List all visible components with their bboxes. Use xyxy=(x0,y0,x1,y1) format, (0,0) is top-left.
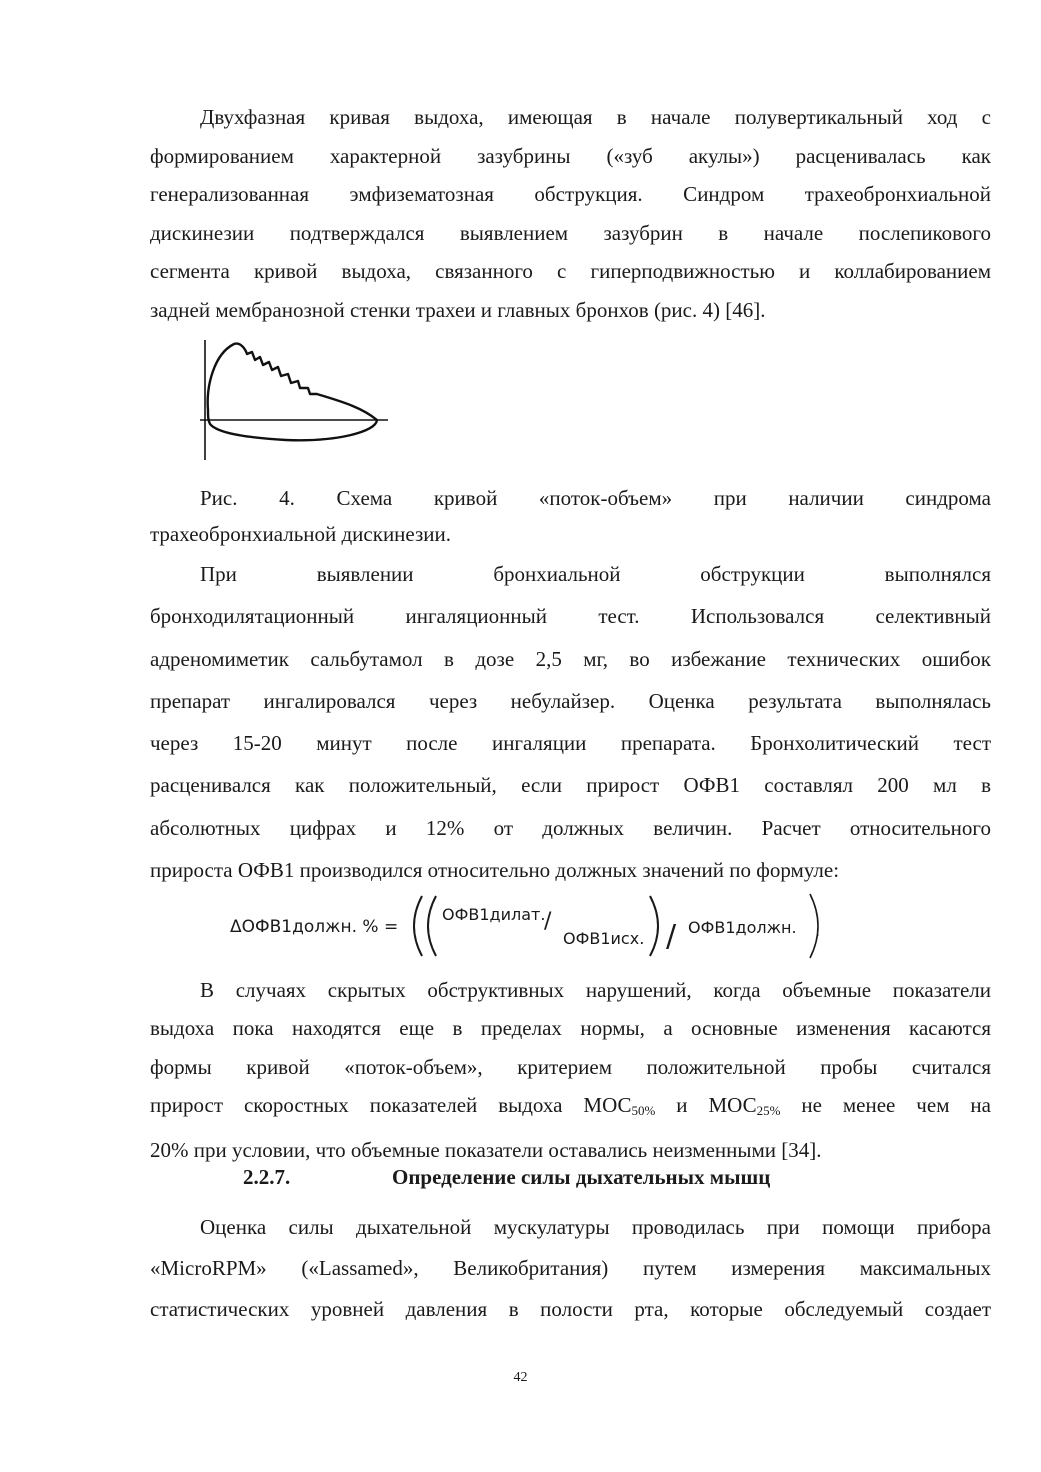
text-line: абсолютных цифрах и 12% от должных величин. Расчет относительного xyxy=(150,815,991,840)
text-line: «MicroRPM» («Lassamed», Великобритания) путем измерения максимальных xyxy=(150,1256,991,1280)
text-line: через 15-20 минут после ингаляции препарата. Бронхолитический тест xyxy=(150,731,991,756)
section-number: 2.2.7. xyxy=(243,1165,291,1189)
text-line: В случаях скрытых обструктивных нарушений, когда объемные показатели xyxy=(200,978,991,1002)
paragraph-bronchodilation-test xyxy=(150,553,991,891)
text-line: дискинезии подтверждался выявлением зазубрин в начале послепикового xyxy=(150,220,991,245)
paragraph-hidden-obstruction xyxy=(150,971,991,1169)
fev1-formula xyxy=(230,890,840,962)
paragraph-respiratory-muscles xyxy=(150,1207,991,1330)
text-line: Двухфазная кривая выдоха, имеющая в начале полувертикальный ход с xyxy=(200,105,991,129)
text-line: задней мембранозной стенки трахеи и главных бронхов (рис. 4) [46]. xyxy=(150,297,766,322)
text-line: При выявлении бронхиальной обструкции выполнялся xyxy=(200,562,991,586)
inner-open-paren xyxy=(428,896,436,956)
formula-denominator: ОФВ1исх. xyxy=(563,929,645,948)
section-title: Определение силы дыхательных мышц xyxy=(392,1165,771,1189)
subscript-mos50: 50% xyxy=(631,1103,656,1119)
text-line: бронходилятационный ингаляционный тест. Использовался селективный xyxy=(150,604,991,629)
text-line: формированием характерной зазубрины («зуб акулы») расценивалась как xyxy=(150,143,991,168)
flow-volume-loop xyxy=(208,344,377,441)
inner-close-paren xyxy=(650,896,658,956)
text-line: трахеобронхиальной дискинезии. xyxy=(150,522,452,546)
page-number: 42 xyxy=(513,1370,528,1385)
paragraph-biphasic-curve xyxy=(150,98,991,330)
figure-caption xyxy=(150,480,991,552)
formula-divisor: ОФВ1должн. xyxy=(688,918,797,937)
text-line: расценивался как положительный, если прирост ОФВ1 составлял 200 мл в xyxy=(150,773,991,798)
text-line: выдоха пока находятся еще в пределах нормы, а основные изменения касаются xyxy=(150,1016,991,1041)
formula-slash-1: / xyxy=(544,909,552,934)
text-line: Оценка силы дыхательной мускулатуры проводилась при помощи прибора xyxy=(200,1215,991,1239)
text-line xyxy=(150,1086,991,1130)
text-line: формы кривой «поток-объем», критерием положительной пробы считался xyxy=(150,1054,991,1079)
text-segment: и МОС xyxy=(655,1093,757,1118)
text-line: препарат ингалировался через небулайзер. Оценка результата выполнялась xyxy=(150,688,991,713)
text-line: прироста ОФВ1 производился относительно должных значений по формуле: xyxy=(150,858,840,883)
outer-open-paren xyxy=(414,896,422,956)
subscript-mos25: 25% xyxy=(756,1103,781,1119)
formula-lhs: ΔОФВ1должн. % = xyxy=(230,917,399,937)
text-line: адреномиметик сальбутамол в дозе 2,5 мг, во избежание технических ошибок xyxy=(150,646,991,671)
text-line: статистических уровней давления в полости рта, которые обследуемый создает xyxy=(150,1297,991,1321)
formula-numerator: ОФВ1дилат. xyxy=(442,905,546,924)
formula-tail: . xyxy=(815,921,821,940)
text-line: Рис. 4. Схема кривой «поток-объем» при наличии синдрома xyxy=(200,486,991,510)
text-line: 20% при условии, что объемные показатели оставались неизменными [34]. xyxy=(150,1137,822,1162)
text-line: сегмента кривой выдоха, связанного с гиперподвижностью и коллабированием xyxy=(150,259,991,284)
formula-slash-2: / xyxy=(666,919,677,954)
text-segment: не менее чем на xyxy=(780,1093,991,1118)
text-segment: прирост скоростных показателей выдоха МОС xyxy=(150,1093,632,1118)
flow-volume-curve-figure xyxy=(196,336,392,462)
text-line: генерализованная эмфизематозная обструкция. Синдром трахеобронхиальной xyxy=(150,182,991,207)
